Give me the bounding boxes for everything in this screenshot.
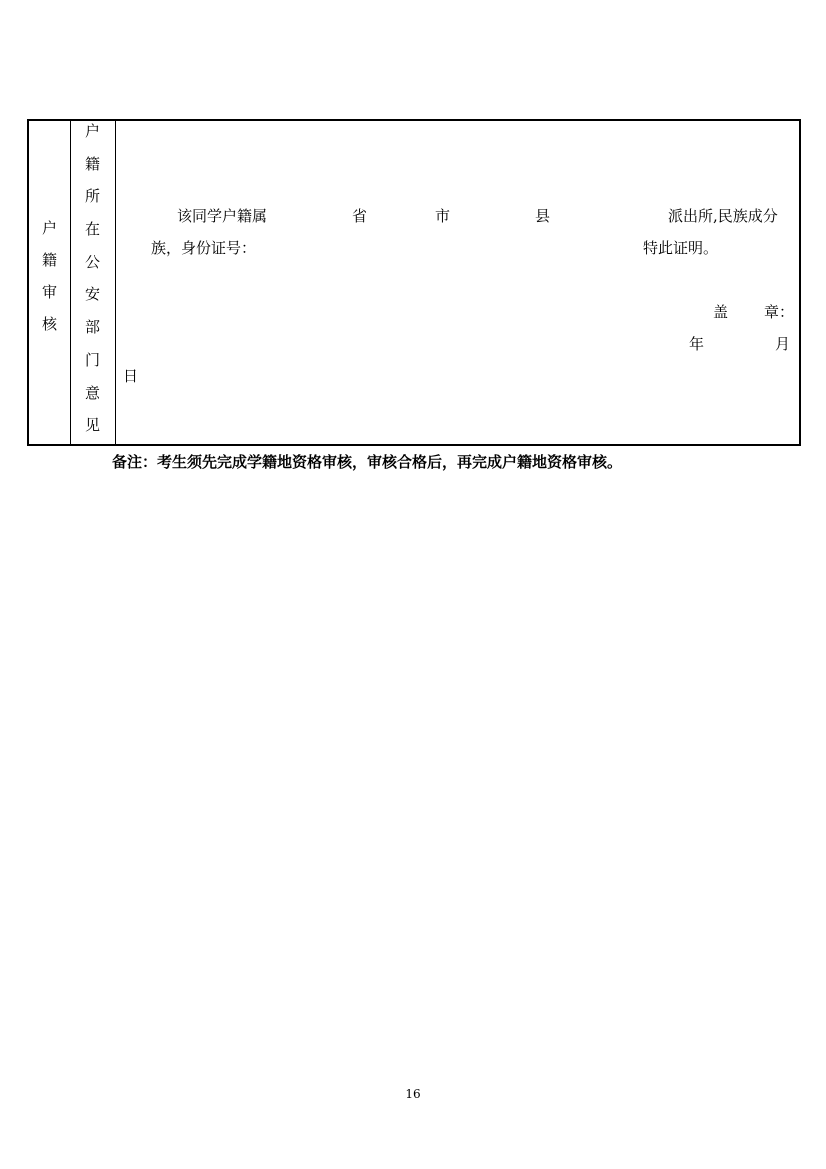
column-header-police-opinion (70, 124, 115, 451)
vertical-char: 审 (41, 283, 57, 301)
row-header-household-review (29, 221, 70, 349)
vertical-char: 意 (84, 383, 100, 402)
id-number-label: 族，身份证号： (151, 239, 257, 257)
seal-label-gai: 盖 (713, 303, 729, 321)
vertical-char: 籍 (41, 251, 57, 269)
police-station-label: 派出所,民族成分 (668, 207, 778, 225)
vertical-char: 安 (84, 285, 100, 304)
seal-label-zhang: 章： (764, 303, 795, 321)
page-number: 16 (405, 1087, 421, 1101)
vertical-char: 在 (84, 220, 100, 239)
intro-text: 该同学户籍属 (177, 207, 268, 225)
household-review-table (27, 119, 801, 446)
vertical-char: 籍 (84, 154, 100, 173)
county-label: 县 (535, 207, 551, 225)
city-label: 市 (435, 207, 451, 225)
date-day-label: 日 (123, 367, 139, 385)
vertical-char: 门 (84, 350, 100, 369)
footnote: 备注：考生须先完成学籍地资格审核，审核合格后，再完成户籍地资格审核。 (112, 453, 623, 471)
column-divider (115, 121, 116, 444)
vertical-char: 户 (41, 219, 57, 237)
vertical-char: 所 (84, 187, 100, 206)
vertical-char: 公 (84, 252, 100, 271)
vertical-char: 部 (84, 318, 100, 337)
vertical-char: 核 (41, 315, 57, 333)
province-label: 省 (352, 207, 368, 225)
vertical-char: 见 (84, 416, 100, 435)
date-year-label: 年 (689, 335, 705, 353)
certification-text: 特此证明。 (643, 239, 719, 257)
date-month-label: 月 (775, 335, 791, 353)
vertical-char: 户 (84, 122, 100, 140)
